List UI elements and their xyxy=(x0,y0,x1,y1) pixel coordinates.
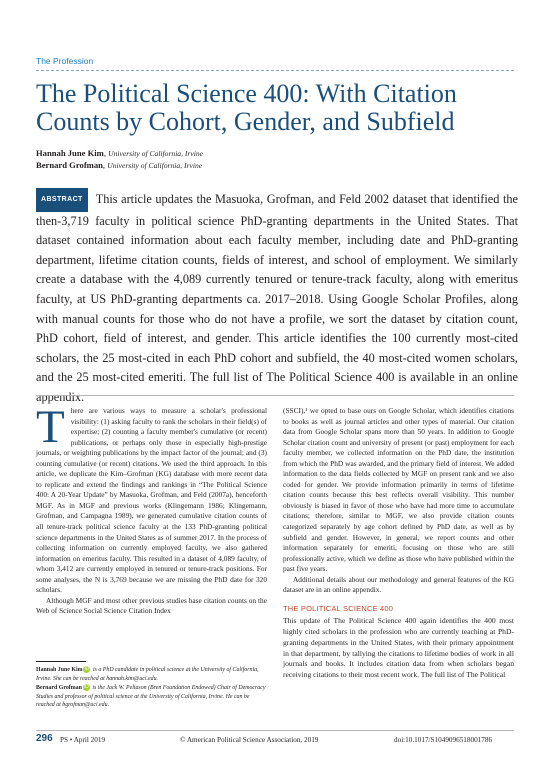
footnote-text: is a PhD candidate in political science at the University of California, Irvine. She can be reached at hannah.kim@uci.edu. xyxy=(36,667,259,682)
drop-cap: T xyxy=(36,401,65,453)
abstract-text: This article updates the Masuoka, Grofman, and Feld 2002 dataset that identified the then-3,719 faculty in political science PhD-granting departments in the United States. That dataset contained information about each faculty member, including date and PhD-granting department, lifetime citation counts, fields of interest, and school of employment. We similarly create a database with the 4,089 currently tenured or tenure-track faculty, along with emeritus faculty, at US PhD-granting departments ca. 2017–2018. Using Google Scholar Profiles, along with manual counts for those who do not have a profile, we sort the dataset by citation count, PhD cohort, field of interest, and gender. This article identifies the 100 currently most-cited scholars, the 25 most-cited in each PhD cohort and subfield, the 40 most-cited women scholars, and the 25 most-cited emeriti. The full list of The Political Science 400 is available in an online appendix. xyxy=(36,192,518,404)
footnote-name: Bernard Grofman xyxy=(36,685,82,691)
page-number: 296 xyxy=(36,733,53,744)
author-name: Hannah June Kim xyxy=(36,148,104,158)
paragraph: here are various ways to measure a scholar's professional visibility: (1) asking faculty to rank the scholars in their field(s) of expertise; (2) counting a faculty member's cumulative (or recent) publications, or perhaps only those in especially high-prestige journals, or weighting publications by the impact factor of the journal; and (3) counting cumulative (or recent) citations. We used the third approach. In this article, we duplicate the Kim–Grofman (KG) database with more recent data to replicate and extend the findings and rankings in “The Political Science 400: A 20-Year Update” by Masuoka, Grofman, and Feld (2007a), henceforth MGF. As in MGF and previous works (Klingemann 1986; Klingemann, Grofman, and Campagna 1989), we generated cumulative citation counts of all tenure-track political science faculty at the 133 PhD-granting political science departments in the United States as of summer 2017. In the process of collecting information on currently employed faculty, we also gathered information on emeritus faculty. This resulted in a dataset of 4,089 faculty, of whom 3,412 are currently employed in tenured or tenure-track positions. For some analyses, the N is 3,769 because we are missing the PhD date for 320 scholars. xyxy=(36,406,267,595)
paragraph: (SSCI),¹ we opted to base ours on Google Scholar, which identifies citations to books as well as journal articles and other types of material. Our citation data from Google Scholar spans more than 50 years. In addition to Google Scholar citation count and university of present (or past) employment for each faculty member, we collected information on the PhD date, the institution from which the PhD was awarded, and the primary field of interest. We added information to the data fields collected by MGF on present rank and we also coded for gender. We provide information primarily in terms of lifetime citation counts because this best reflects overall visibility. This number obviously is biased in favor of those who have had more time to accumulate citations; therefore, similar to MGF, we also provide citation counts categorized separately by age cohort defined by PhD date, as well as by subfield and gender. However, in general, we report counts and other information separately for emeriti, focusing on those who are still professionally active, which we define as those who have published within the past five years. xyxy=(283,406,514,574)
paragraph: Additional details about our methodology and general features of the KG dataset are in an online appendix. xyxy=(283,574,514,595)
abstract xyxy=(36,188,518,408)
section-label: The Profession xyxy=(36,56,94,66)
abstract-badge: ABSTRACT xyxy=(36,188,88,212)
orcid-icon[interactable]: iD xyxy=(84,666,90,673)
section-heading: THE POLITICAL SCIENCE 400 xyxy=(283,603,394,613)
section-divider xyxy=(36,70,514,71)
footnote-name: Hannah June Kim xyxy=(36,667,83,673)
author-line-2: Bernard Grofman, University of California, Irvine xyxy=(36,160,203,170)
footnote-author-1 xyxy=(36,666,268,683)
copyright: © American Political Science Association, 2019 xyxy=(180,736,319,744)
footnote-rule xyxy=(36,661,86,662)
author-name: Bernard Grofman xyxy=(36,160,103,170)
author-affiliation: University of California, Irvine xyxy=(108,149,204,158)
article-title: The Political Science 400: With Citation Counts by Cohort, Gender, and Subfield xyxy=(36,79,457,136)
left-column xyxy=(36,401,267,617)
right-column xyxy=(283,406,514,681)
footnote-text: is the Jack W. Peltason (Bren Foundation Endowed) Chair of Democracy Studies and professor of political science at the University of California, Irvine. He can be reached at bgrofman@uci.edu. xyxy=(36,685,266,709)
orcid-icon[interactable]: iD xyxy=(84,684,89,691)
author-affiliation: University of California, Irvine xyxy=(107,161,203,170)
doi: doi:10.1017/S1049096518001786 xyxy=(394,736,493,744)
abstract-divider xyxy=(36,395,514,396)
author-line-1: Hannah June Kim, University of California, Irvine xyxy=(36,148,204,158)
journal-issue: PS • April 2019 xyxy=(60,736,106,744)
footnote-author-2 xyxy=(36,684,268,710)
paragraph: This update of The Political Science 400 again identifies the 400 most highly cited scholars in the profession who are currently teaching at PhD-granting departments in the United States, with their primary appointment in that department, by tallying the citations to lifetime bodies of work in all journals and books. It includes citation data from when scholars began receiving citations to their most recent work. The full list of The Political xyxy=(283,616,514,679)
paragraph: Although MGF and most other previous studies base citation counts on the Web of Science Social Science Citation Index xyxy=(36,595,267,616)
footer-rule xyxy=(36,730,514,731)
